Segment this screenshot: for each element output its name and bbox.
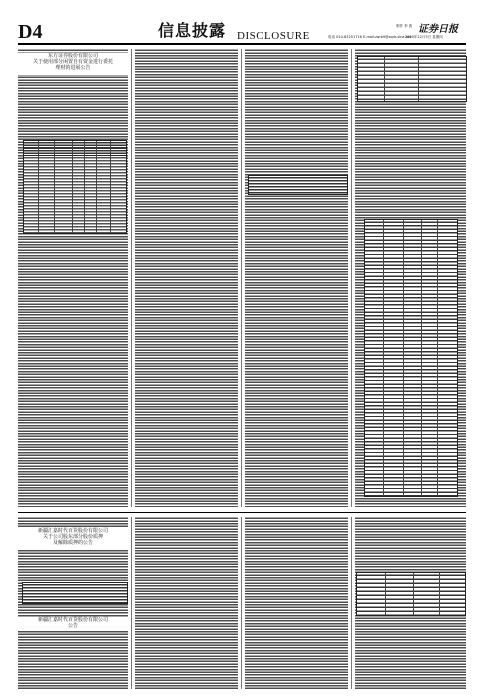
article-title-top-left: [18, 53, 128, 75]
pledge-table: [22, 582, 128, 604]
newspaper-logo: 证券日报: [418, 24, 458, 35]
table-divider: [96, 141, 97, 233]
table-divider: [421, 220, 422, 496]
article-title-line: 关于公司股东部分股份质押: [42, 534, 103, 540]
section-title-en: DISCLOSURE: [237, 30, 310, 42]
table-divider: [418, 57, 419, 101]
table-divider: [72, 141, 73, 233]
contact-line: 电话 010-83251716 E-mail:zqrb9@zqrb.sina.net: [328, 35, 412, 39]
column-separator: [351, 49, 352, 507]
table-divider: [385, 573, 386, 615]
date-line: 2020年12月3日 星期四: [405, 35, 443, 39]
column-separator: [351, 517, 352, 689]
section-divider: [18, 512, 466, 513]
table-divider: [54, 141, 55, 233]
table-divider: [403, 220, 404, 496]
body-text-block: [135, 49, 238, 507]
article-column-2: [135, 49, 238, 507]
article-title-line: 理财的进展公告: [55, 65, 91, 71]
article-title-line: 东方证券股份有限公司: [47, 53, 98, 59]
column-separator: [241, 49, 242, 507]
table-divider: [84, 141, 85, 233]
article-title-line: 关于使用部分闲置自有资金进行委托: [32, 59, 113, 65]
shareholder-table-2: [364, 219, 458, 497]
masthead: [0, 0, 484, 46]
bottom-right-table: [356, 572, 466, 616]
table-divider: [110, 141, 111, 233]
table-body: [357, 573, 465, 615]
table-body: [365, 220, 457, 496]
article-column-1: [18, 49, 128, 507]
table-divider: [38, 141, 39, 233]
table-body: [249, 176, 347, 194]
table-body: [358, 57, 466, 101]
header-rule: [18, 43, 466, 45]
editor-line: 制作 李 波: [396, 24, 413, 28]
shareholder-table-1: [357, 56, 467, 102]
column-separator: [241, 517, 242, 689]
table-divider: [384, 57, 385, 101]
article-title-line: 新疆汇嘉时代百货股份有限公司: [37, 528, 108, 534]
body-text-block: [18, 49, 128, 507]
table-divider: [437, 220, 438, 496]
article-title-line: 新疆汇嘉时代百货股份有限公司: [37, 617, 108, 623]
section-title: 信息披露: [158, 21, 227, 40]
inline-table-1: [248, 175, 348, 195]
article-title-line: 公告: [67, 623, 78, 629]
article-title-line: 及解除质押的公告: [52, 540, 93, 546]
table-body: [24, 156, 126, 233]
article-column-3: [245, 49, 348, 507]
column-separator: [131, 517, 132, 689]
body-text-block: [135, 517, 238, 689]
wealth-product-table: [23, 140, 127, 234]
table-divider: [413, 573, 414, 615]
body-text-block: [245, 49, 348, 507]
table-divider: [439, 573, 440, 615]
page-number: D4: [18, 21, 43, 43]
table-body: [23, 583, 127, 603]
article-title-bottom-left-2: [18, 617, 128, 630]
article-column-b3: [245, 517, 348, 689]
table-divider: [383, 220, 384, 496]
article-column-b2: [135, 517, 238, 689]
article-title-bottom-left: [18, 528, 128, 550]
body-text-block: [245, 517, 348, 689]
table-header-row: [24, 141, 126, 156]
column-separator: [131, 49, 132, 507]
